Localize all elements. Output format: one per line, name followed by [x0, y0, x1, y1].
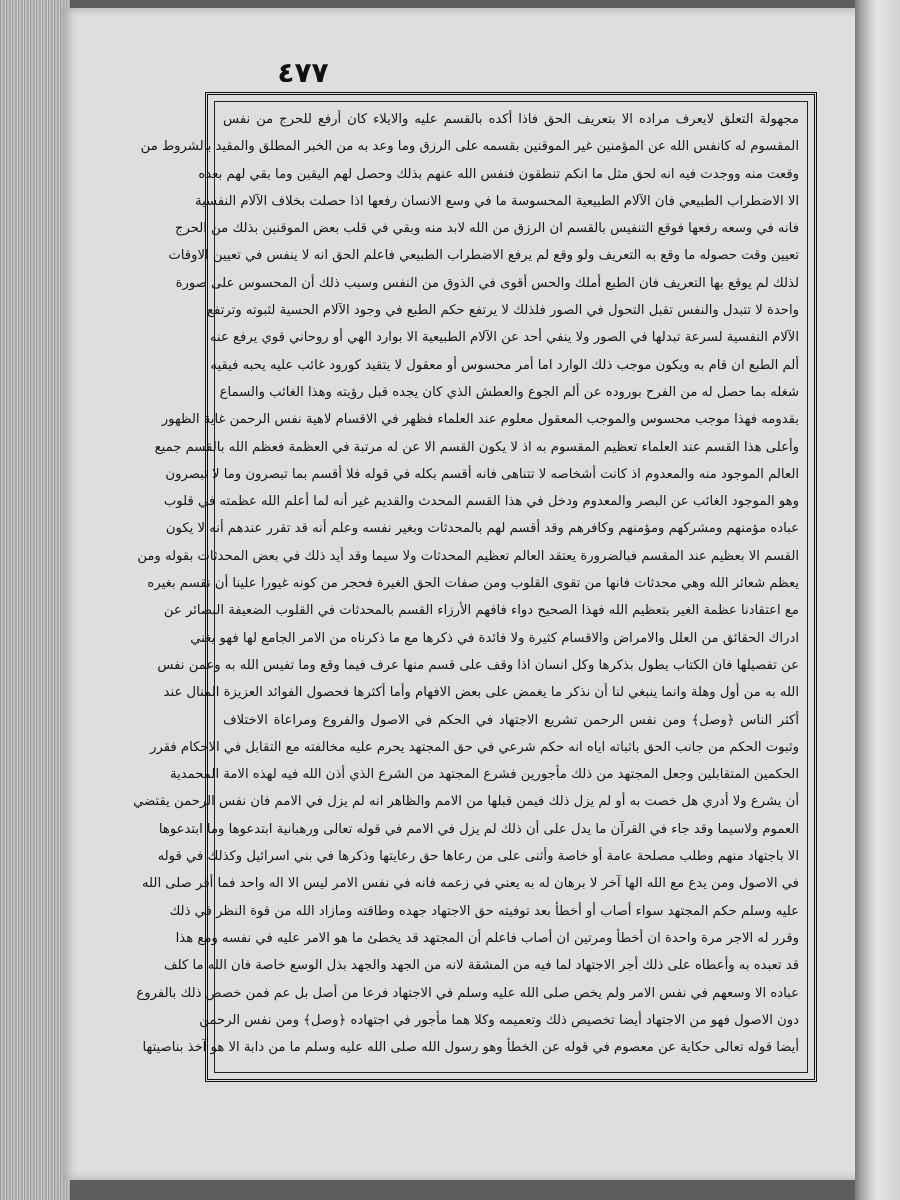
- text-line: المقسوم له كانفس الله عن المؤمنين غير الموقنين بقسمه على الرزق وما وعد به من الخبر المطلق والمقيد بالشروط من: [140, 139, 799, 155]
- text-line: يعظم شعائر الله وهي محدثات فانها من تقوى القلوب ومن صفات الحق الغيرة فحجر من كونه غيورا علينا أن نقسم بغيره: [147, 576, 799, 592]
- text-line: العموم ولاسيما وقد جاء في القرآن ما يدل على أن ذلك لم يزل في الامم في قوله تعالى ورهبانية ابتدعوها وما ابتدعوها: [158, 821, 799, 837]
- book-page-edges-left: [0, 0, 70, 1200]
- text-line: عباده الا وسعهم في نفس الامر ولم يخص صلى الله عليه وسلم في الاجتهاد فرعا من أصل بل عم فمن خصص ذلك بالفروع: [136, 985, 799, 1001]
- text-line: عليه وسلم حكم المجتهد سواء أصاب أو أخطأ بعد توفيته حق الاجتهاد جهده وطاقته ومازاد الله من قوة النظر في ذلك: [169, 903, 799, 919]
- text-line: واحدة لا تتبدل والنفس تقبل التحول في الصور فلذلك لا يرتفع حكم الطبع في وجود الآلام الحسية لثبوته وترتفع: [207, 303, 799, 319]
- text-line: أكثر الناس ﴿وصل﴾ ومن نفس الرحمن تشريع الاجتهاد في الحكم في الاصول والفروع ومراعاة الاختلاف: [223, 712, 799, 728]
- text-line: ألم الطبع ان قام به ويكون موجب ذلك الوارد اما أمر محسوس أو معقول لا يتقيد كورود غائب عليه يحبه فيقيه: [210, 357, 799, 373]
- text-line: وقرر له الاجر مرة واحدة ان أخطأ ومرتين ان أصاب فاعلم أن المجتهد قد يخطئ ما هو الامر عليه في نفسه ومع هذا: [175, 930, 799, 946]
- text-line: مع اعتقادنا عظمة الغير بتعظيم الله فهذا الصحيح دواء فافهم الأرزاء القسم بالمحدثات في القلوب الضعيفة البصائر عن: [163, 603, 799, 619]
- text-line: فانه في وسعه رفعها فوقع التنفيس بالقسم ان الرزق من الله لابد منه وبقي في قلب بعض الموقنين بذلك من الحرج: [174, 221, 799, 237]
- text-line: الله به من أول وهلة وانما ينبغي لنا أن نذكر ما يغمض على بعض الافهام وأما أكثرها فحصول الفوائد العزيزة المنال عند: [163, 685, 799, 701]
- text-line: وهو الموجود الغائب عن البصر والمعدوم ودخل في هذا القسم المحدث والقديم غير أنه لما أعلم الله عظمته في قلوب: [163, 494, 799, 510]
- text-body: [133, 101, 808, 1073]
- book-page-edges-right: [855, 0, 900, 1200]
- text-line: بقدومه فهذا موجب محسوس والموجب المعقول معلوم عند العلماء فظهر في الاقسام لاهية نفس الرحمن غاية الظهور: [161, 412, 799, 428]
- text-line: قد تعبده به وأعطاه على ذلك أجر الاجتهاد لما فيه من المشقة لانه من الجهد والجهد بذل الوسع خاصة فان الله ما كلف: [163, 958, 799, 974]
- text-line: الا باجتهاد منهم وطلب مصلحة عامة أو خاصة وأثنى على من رعاها حق رعايتها وذكرها في بني اسرائيل وكذلك في قوله: [157, 849, 799, 865]
- text-line: الا الاضطراب الطبيعي فان الآلام الطبيعية المحسوسة ما في وسع الانسان رفعها اذا حصلت بخلاف الآلام النفسية: [195, 193, 799, 209]
- text-line: العالم الموجود منه والمعدوم اذ كانت أشخاصه لا تتناهى فانه أقسم بكله في قوله فلا أقسم بما تبصرون وما لا تبصرون: [165, 466, 799, 482]
- text-line: الآلام النفسية لسرعة تبدلها في الصور ولا ينفي أحد عن الآلام الطبيعية الا بوارد الهي أو روحاني قوي يرفع عنه: [209, 330, 799, 346]
- text-line: عن تفصيلها فان الكتاب يطول بذكرها وكل انسان اذا وقف على قسم منها عرف فيما وقع وما تفيس الله به وعمن نفس: [157, 657, 799, 673]
- text-line: أن يشرع ولا أدري هل خصت به أو لم يزل ذلك فيمن قبلها من الامم والظاهر انه لم يزل في الامم فان نفس الرحمن يقتضي: [133, 794, 799, 810]
- text-line: لذلك لم يوقع بها التعريف فان الطبع أملك والحس أقوى في الذوق من النفس وسبب ذلك أن المحسوس على صورة: [175, 275, 799, 291]
- text-line: شغله بما حصل له من الفرح بوروده عن ألم الجوع والعطش الذي كان يجده قبل رؤيته وهذا الغائب والسماع: [219, 384, 799, 400]
- text-line: مجهولة التعلق لايعرف مراده الا بتعريف الحق فاذا أكده بالقسم عليه والايلاء كان أرفع للحرج من نفس: [223, 112, 799, 127]
- text-line: وقعت منه ووجدت فيه انه لحق مثل ما انكم تنطقون فنفس الله عنهم بذلك وحصل لهم اليقين وما بقي لهم بعده: [198, 166, 799, 182]
- text-line: عباده مؤمنهم ومشركهم ومؤمنهم وكافرهم وقد أقسم لهم بالمحدثات وبغير نفسه وعلم أنه قد تقرر عندهم أنه لا يكون: [165, 521, 799, 537]
- text-line: دون الاصول فهو من الاجتهاد أيضا تخصيص ذلك وتعميمه وكلا هما مأجور في اجتهاده ﴿وصل﴾ ومن نفس الرحمن: [199, 1012, 799, 1028]
- text-frame: [133, 92, 817, 1082]
- text-line: في الاصول ومن يدع مع الله الها آخر لا برهان له به يعني في زعمه فانه في نفس الامر ليس الا اله واحد فما أقر صلى الله: [141, 876, 799, 892]
- page-number: ٤٧٧: [277, 56, 329, 89]
- text-line: وثبوت الحكم من جانب الحق باثباته اياه انه حكم شرعي في حق المجتهد يحرم عليه مخالفته مع التقابل في الاحكام فقرر: [150, 739, 799, 755]
- text-line: الحكمين المتقابلين وجعل المجتهد من ذلك مأجورين فشرع المجتهد من الشرع الذي أذن الله فيه لهذه الامة المحمدية: [170, 767, 799, 783]
- text-line: وأعلى هذا القسم عند العلماء تعظيم المقسوم به اذ لا يكون القسم الا عن له مرتبة في العظمة فعظم الله بالقسم جميع: [154, 439, 799, 455]
- text-line: ادراك الحقائق من العلل والامراض والاقسام كثيرة ولا فائدة في ذكرها مع ما ذكرناه من الامر الجامع لها فهو يغني: [190, 630, 799, 646]
- text-line: أيضا قوله تعالى حكاية عن معصوم في قوله عن الخطأ وهو رسول الله صلى الله عليه وسلم ما من دابة الا هو آخذ بناصيتها: [142, 1040, 799, 1056]
- text-line: القسم الا بعظيم عند المقسم فبالضرورة يعتقد العالم تعظيم المحدثات ولا سيما وقد أيد ذلك في بعض المحدثات بقوله ومن: [137, 548, 799, 564]
- text-line: تعيين وقت حصوله ما وقع به التعريف ولو وقع لم يرفع الاضطراب الطبيعي فاعلم الحق انه لا ينفس في تعيين الاوقات: [168, 248, 799, 264]
